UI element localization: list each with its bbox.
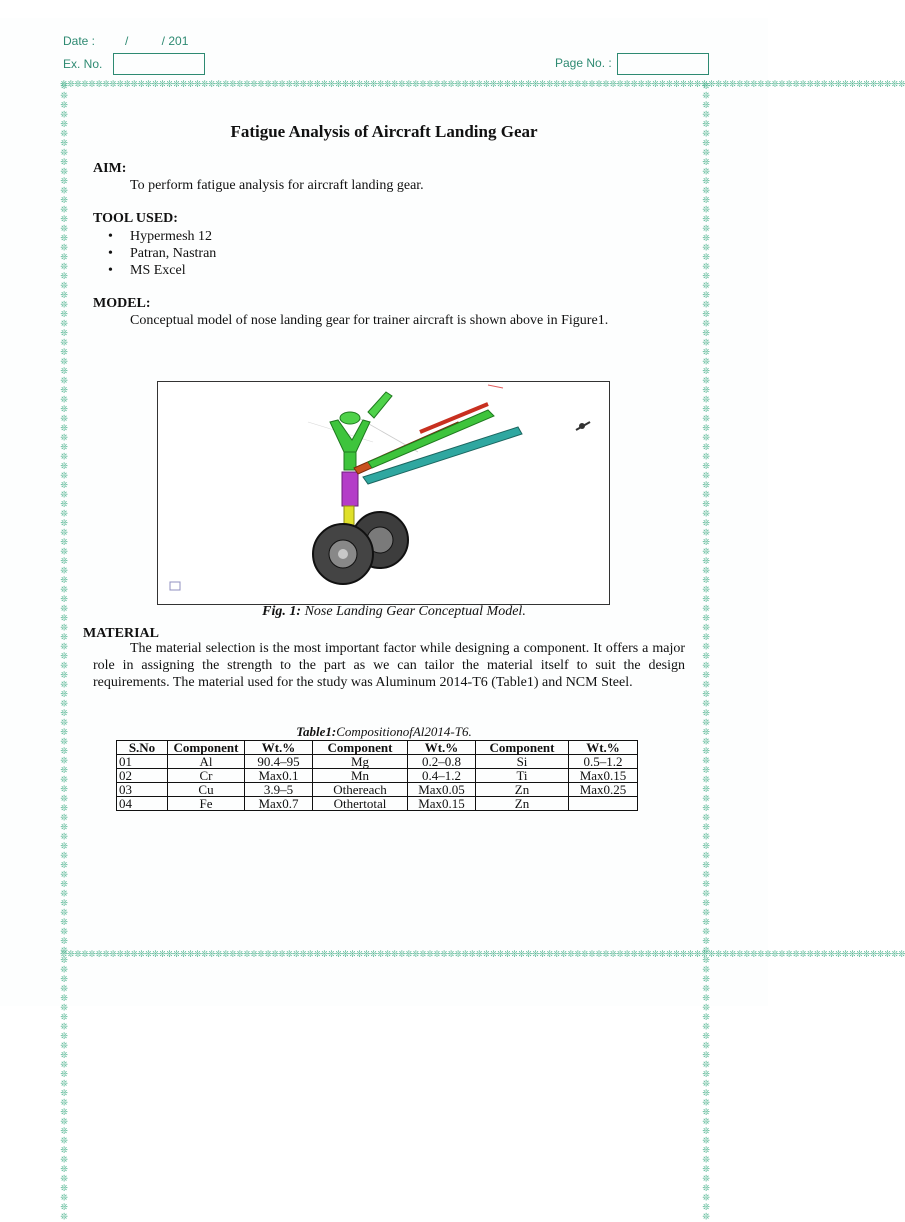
- table-header: Wt.%: [408, 741, 476, 755]
- table-cell: Al: [168, 755, 245, 769]
- table-header: Component: [168, 741, 245, 755]
- table-row: [117, 783, 638, 797]
- table-header: S.No: [117, 741, 168, 755]
- tool-item: • Patran, Nastran: [108, 245, 216, 262]
- figure-caption-text: Nose Landing Gear Conceptual Model.: [304, 604, 526, 619]
- tool-item: • Hypermesh 12: [108, 228, 216, 245]
- table-header: Component: [476, 741, 569, 755]
- table-cell: Si: [476, 755, 569, 769]
- table-cell: Zn: [476, 783, 569, 797]
- table-cell: Max0.05: [408, 783, 476, 797]
- table-cell: 3.9–5: [245, 783, 313, 797]
- table-caption: [0, 724, 768, 740]
- aim-text: To perform fatigue analysis for aircraft landing gear.: [130, 178, 424, 193]
- table-row: [117, 755, 638, 769]
- date-label: Date :: [63, 34, 96, 48]
- ex-no-label: Ex. No.: [63, 57, 103, 71]
- table-cell: 01: [117, 755, 168, 769]
- table-cell: Cu: [168, 783, 245, 797]
- ex-no-field[interactable]: [113, 53, 205, 75]
- table-cell: Max0.7: [245, 797, 313, 811]
- table-cell: 0.5–1.2: [569, 755, 638, 769]
- landing-gear-figure: [157, 381, 610, 605]
- table-header: Wt.%: [245, 741, 313, 755]
- table-header: Wt.%: [569, 741, 638, 755]
- table-cell: Zn: [476, 797, 569, 811]
- table-caption-text: CompositionofAl2014-T6.: [336, 724, 472, 739]
- tools-heading: TOOL USED:: [93, 211, 178, 226]
- border-top: ❊❊❊❊❊❊❊❊❊❊❊❊❊❊❊❊❊❊❊❊❊❊❊❊❊❊❊❊❊❊❊❊❊❊❊❊❊❊❊❊❊❊❊❊❊❊❊❊❊❊❊❊❊❊❊❊❊❊❊❊❊❊❊❊❊❊❊❊❊❊❊❊❊❊❊❊❊❊❊❊❊❊❊❊❊❊❊❊❊❊❊❊❊❊❊❊❊❊❊❊❊❊❊❊❊❊❊❊❊❊❊❊❊❊❊❊❊❊❊❊: [60, 80, 905, 90]
- table-header: Component: [313, 741, 408, 755]
- material-heading: MATERIAL: [83, 626, 159, 641]
- page-no-label: Page No. :: [555, 56, 612, 70]
- document-title: Fatigue Analysis of Aircraft Landing Gear: [230, 122, 538, 141]
- table-cell: Ti: [476, 769, 569, 783]
- table-cell: Cr: [168, 769, 245, 783]
- table-cell: Fe: [168, 797, 245, 811]
- landing-gear-illustration: [158, 382, 609, 604]
- table-cell: 90.4–95: [245, 755, 313, 769]
- table-cell: Max0.15: [569, 769, 638, 783]
- table-header-row: [117, 741, 638, 755]
- table-row: [117, 769, 638, 783]
- table-caption-label: Table1:: [296, 724, 337, 739]
- page-no-field[interactable]: [617, 53, 709, 75]
- figure-caption-label: Fig. 1:: [262, 604, 302, 619]
- composition-table: [116, 740, 638, 811]
- table-cell: 04: [117, 797, 168, 811]
- aim-heading: AIM:: [93, 161, 127, 176]
- tool-item: • MS Excel: [108, 262, 216, 279]
- table-cell: 0.2–0.8: [408, 755, 476, 769]
- table-cell: Mg: [313, 755, 408, 769]
- table-cell: Othereach: [313, 783, 408, 797]
- table-cell: Max0.1: [245, 769, 313, 783]
- material-text: The material selection is the most important factor while designing a component. It offers a major role in assigning the strength to the part as we can tailor the material itself to suit the design requirements. The material used for the study was Aluminum 2014-T6 (Table1) and NCM Steel.: [93, 641, 685, 690]
- table-cell: [569, 797, 638, 811]
- table-cell: Max0.15: [408, 797, 476, 811]
- date-value: / / 201: [125, 34, 189, 48]
- figure-caption: [0, 604, 788, 620]
- material-paragraph: [93, 640, 685, 691]
- tools-list: [108, 228, 216, 279]
- table-row: [117, 797, 638, 811]
- border-left: ❊❊❊❊❊❊❊❊❊❊❊❊❊❊❊❊❊❊❊❊❊❊❊❊❊❊❊❊❊❊❊❊❊❊❊❊❊❊❊❊❊❊❊❊❊❊❊❊❊❊❊❊❊❊❊❊❊❊❊❊❊❊❊❊❊❊❊❊❊❊❊❊❊❊❊❊❊❊❊❊❊❊❊❊❊❊❊❊❊❊❊❊❊❊❊❊❊❊❊❊❊❊❊❊❊❊❊❊❊❊❊❊❊❊❊❊❊❊❊❊: [59, 82, 69, 1222]
- table-cell: Mn: [313, 769, 408, 783]
- table-cell: 03: [117, 783, 168, 797]
- model-text: Conceptual model of nose landing gear for trainer aircraft is shown above in Figure1.: [130, 313, 609, 328]
- table-cell: Max0.25: [569, 783, 638, 797]
- border-right: ❊❊❊❊❊❊❊❊❊❊❊❊❊❊❊❊❊❊❊❊❊❊❊❊❊❊❊❊❊❊❊❊❊❊❊❊❊❊❊❊❊❊❊❊❊❊❊❊❊❊❊❊❊❊❊❊❊❊❊❊❊❊❊❊❊❊❊❊❊❊❊❊❊❊❊❊❊❊❊❊❊❊❊❊❊❊❊❊❊❊❊❊❊❊❊❊❊❊❊❊❊❊❊❊❊❊❊❊❊❊❊❊❊❊❊❊❊❊❊❊: [701, 82, 711, 1222]
- border-bottom: ❊❊❊❊❊❊❊❊❊❊❊❊❊❊❊❊❊❊❊❊❊❊❊❊❊❊❊❊❊❊❊❊❊❊❊❊❊❊❊❊❊❊❊❊❊❊❊❊❊❊❊❊❊❊❊❊❊❊❊❊❊❊❊❊❊❊❊❊❊❊❊❊❊❊❊❊❊❊❊❊❊❊❊❊❊❊❊❊❊❊❊❊❊❊❊❊❊❊❊❊❊❊❊❊❊❊❊❊❊❊❊❊❊❊❊❊❊❊❊❊: [60, 950, 905, 960]
- table-cell: 0.4–1.2: [408, 769, 476, 783]
- model-heading: MODEL:: [93, 296, 151, 311]
- table-cell: Othertotal: [313, 797, 408, 811]
- table-cell: 02: [117, 769, 168, 783]
